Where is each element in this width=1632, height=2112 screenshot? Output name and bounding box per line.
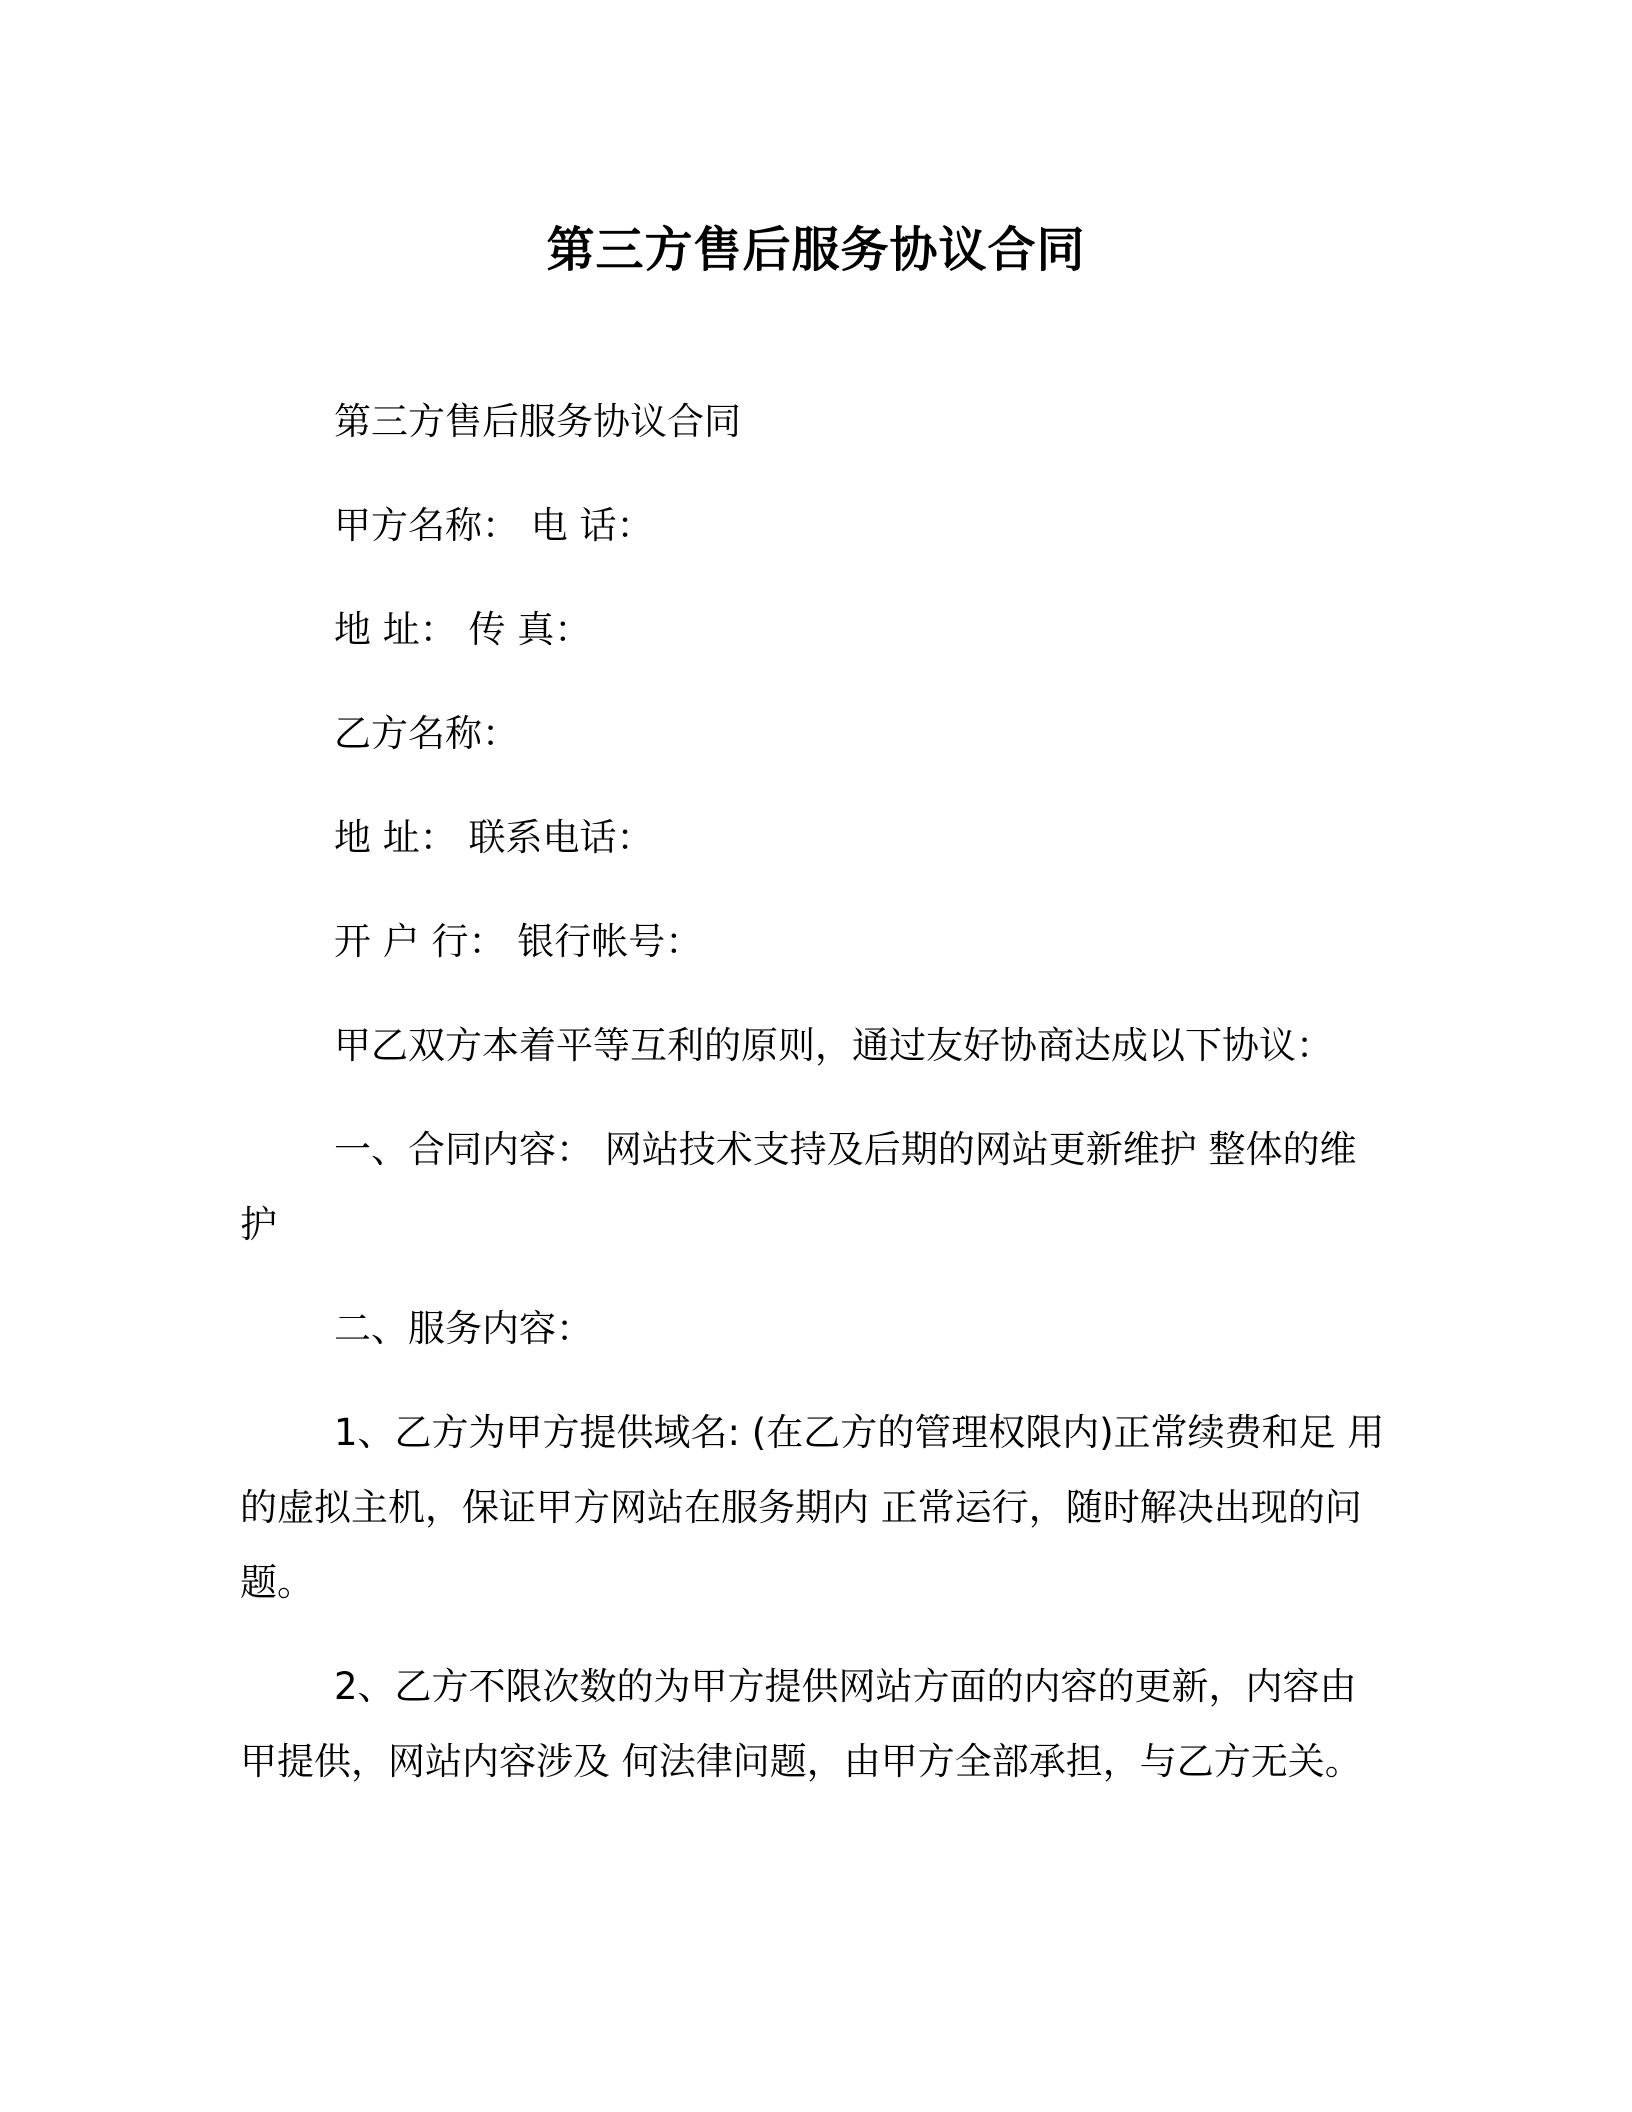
intro-paragraph: 甲乙双方本着平等互利的原则，通过友好协商达成以下协议： (334, 1024, 1333, 1067)
document-subtitle: 第三方售后服务协议合同 (334, 400, 741, 443)
item1-line2: 的虚拟主机，保证甲方网站在服务期内 正常运行，随时解决出现的问 (240, 1486, 1362, 1529)
party-a-address-line: 地 址： 传 真： (334, 608, 592, 651)
party-a-name-line: 甲方名称： 电 话： (334, 504, 654, 547)
party-b-address-line: 地 址： 联系电话： (334, 816, 654, 859)
item2-line2: 甲提供，网站内容涉及 何法律问题，由甲方全部承担，与乙方无关。 (240, 1740, 1362, 1783)
section1-line1: 一、合同内容： 网站技术支持及后期的网站更新维护 整体的维 (334, 1128, 1357, 1171)
section1-line2: 护 (240, 1203, 277, 1246)
item1-line3: 题。 (240, 1561, 314, 1604)
item1-line1: 1、乙方为甲方提供域名: (在乙方的管理权限内)正常续费和足 用 (334, 1411, 1385, 1454)
party-b-name-line: 乙方名称： (334, 712, 519, 755)
document-title: 第三方售后服务协议合同 (546, 222, 1086, 278)
section2-heading: 二、服务内容： (334, 1307, 593, 1350)
item2-line1: 2、乙方不限次数的为甲方提供网站方面的内容的更新，内容由 (334, 1665, 1357, 1708)
bank-line: 开 户 行： 银行帐号： (334, 920, 703, 963)
